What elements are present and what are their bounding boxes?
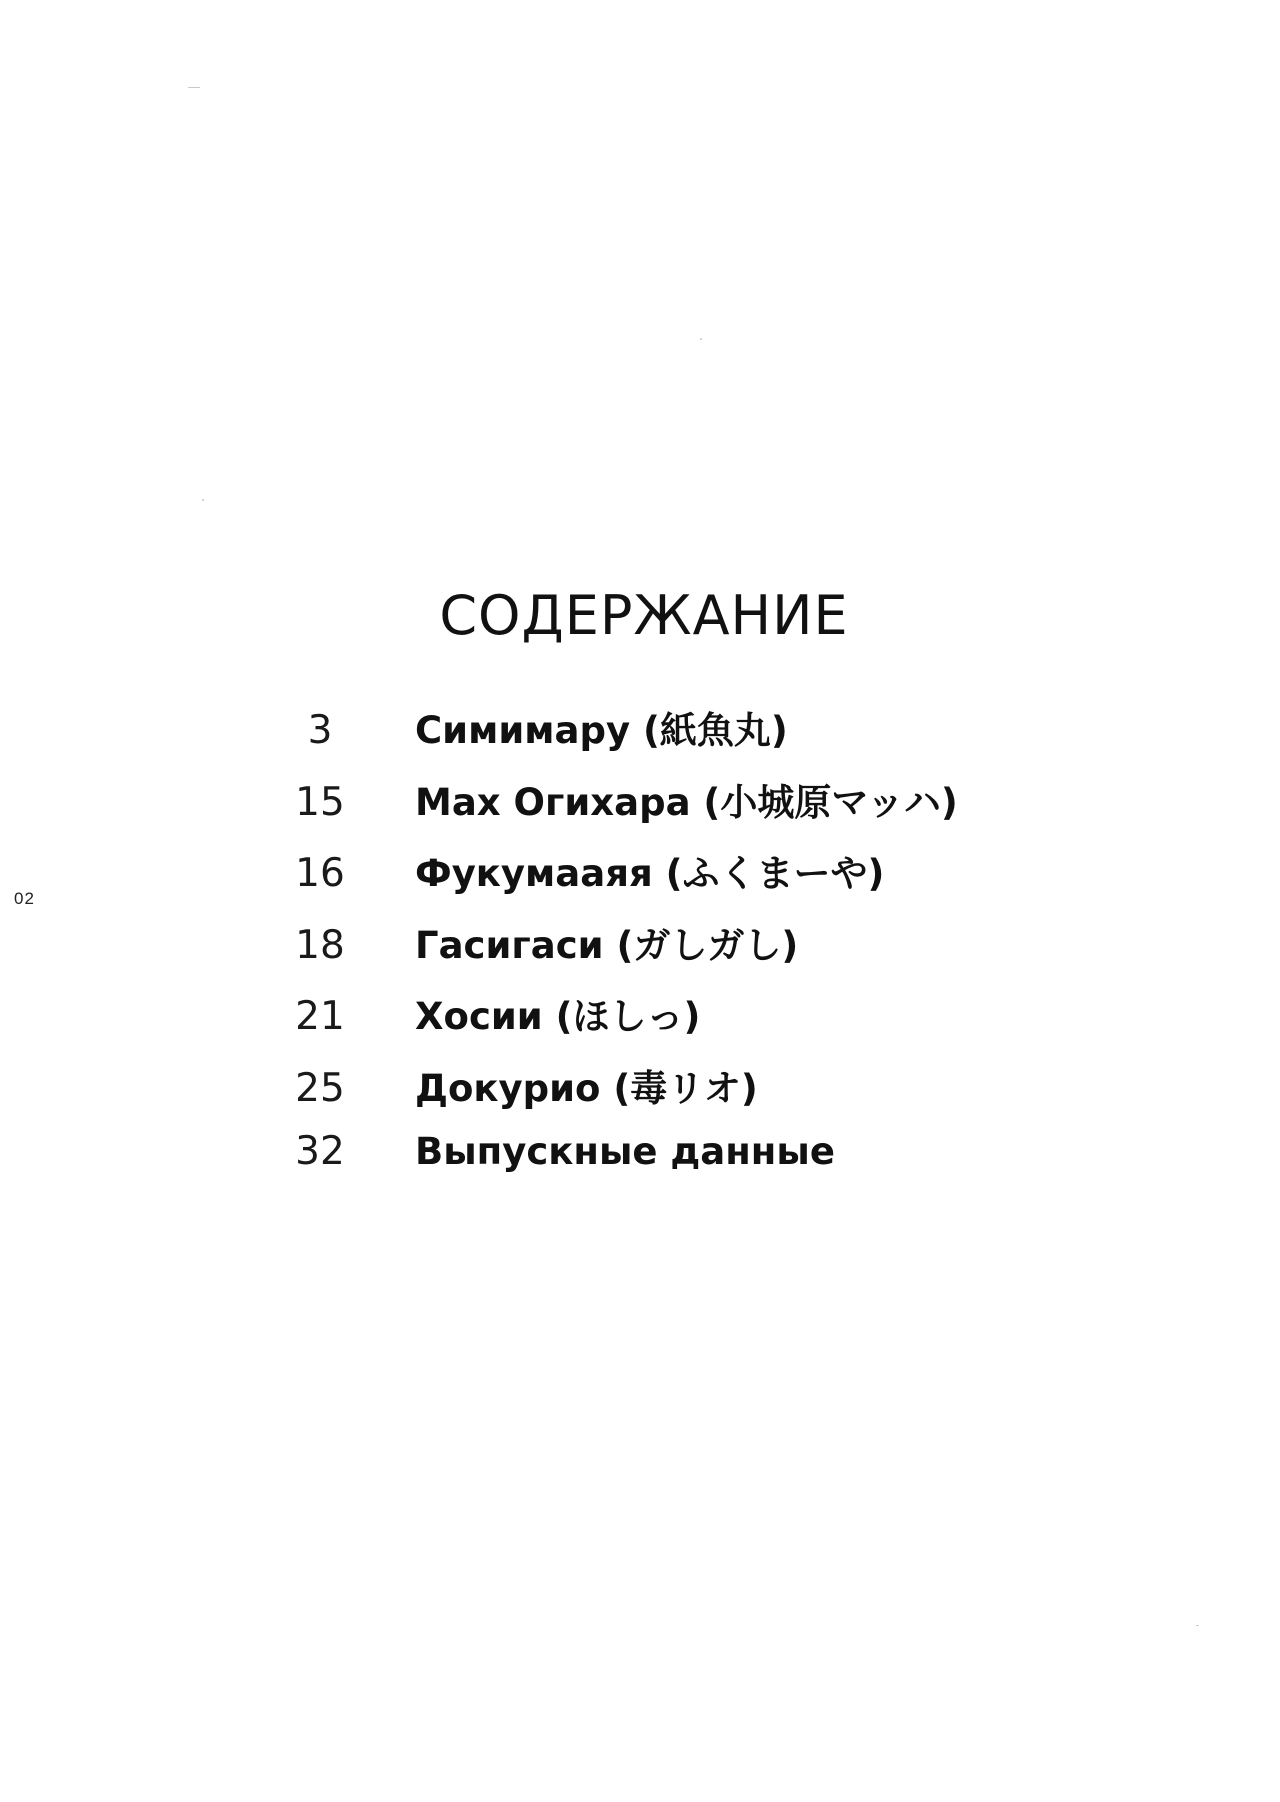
- toc-entry: [290, 772, 1090, 844]
- toc-entry: [290, 843, 1090, 915]
- toc-entry: [290, 1058, 1090, 1130]
- toc-entry-title: Хосии (ほしっ): [415, 995, 701, 1038]
- toc-entry-page: 21: [295, 994, 345, 1039]
- toc-entry-title: Докурио (毒リオ): [415, 1066, 758, 1110]
- toc-entry-page: 15: [295, 779, 345, 825]
- scan-speck: [202, 499, 204, 501]
- toc-entry-page: 32: [295, 1129, 345, 1174]
- toc-list: [290, 700, 1090, 1201]
- toc-entry-page: 18: [295, 922, 345, 968]
- toc-entry-title: Гасигаси (ガしガし): [415, 923, 799, 967]
- toc-entry-title: Симимару (紙魚丸): [415, 709, 788, 752]
- toc-entry: [290, 915, 1090, 987]
- toc-entry-page: 16: [295, 851, 345, 896]
- toc-entry: [290, 986, 1090, 1058]
- scan-speck: [188, 87, 200, 88]
- toc-entry-page: 3: [307, 708, 333, 753]
- scan-speck: [700, 338, 702, 340]
- toc-entry: [290, 1129, 1090, 1201]
- toc-entry: [290, 700, 1090, 772]
- toc-entry-title: Max Огихара (小城原マッハ): [415, 780, 958, 824]
- toc-title: СОДЕРЖАНИЕ: [439, 584, 849, 648]
- scan-speck: [1196, 1625, 1199, 1626]
- toc-entry-title: Выпускные данные: [415, 1130, 835, 1173]
- toc-entry-title: Фукумааяя (ふくまーや): [415, 852, 885, 895]
- toc-entry-page: 25: [295, 1065, 345, 1111]
- page-number: 02: [14, 889, 35, 908]
